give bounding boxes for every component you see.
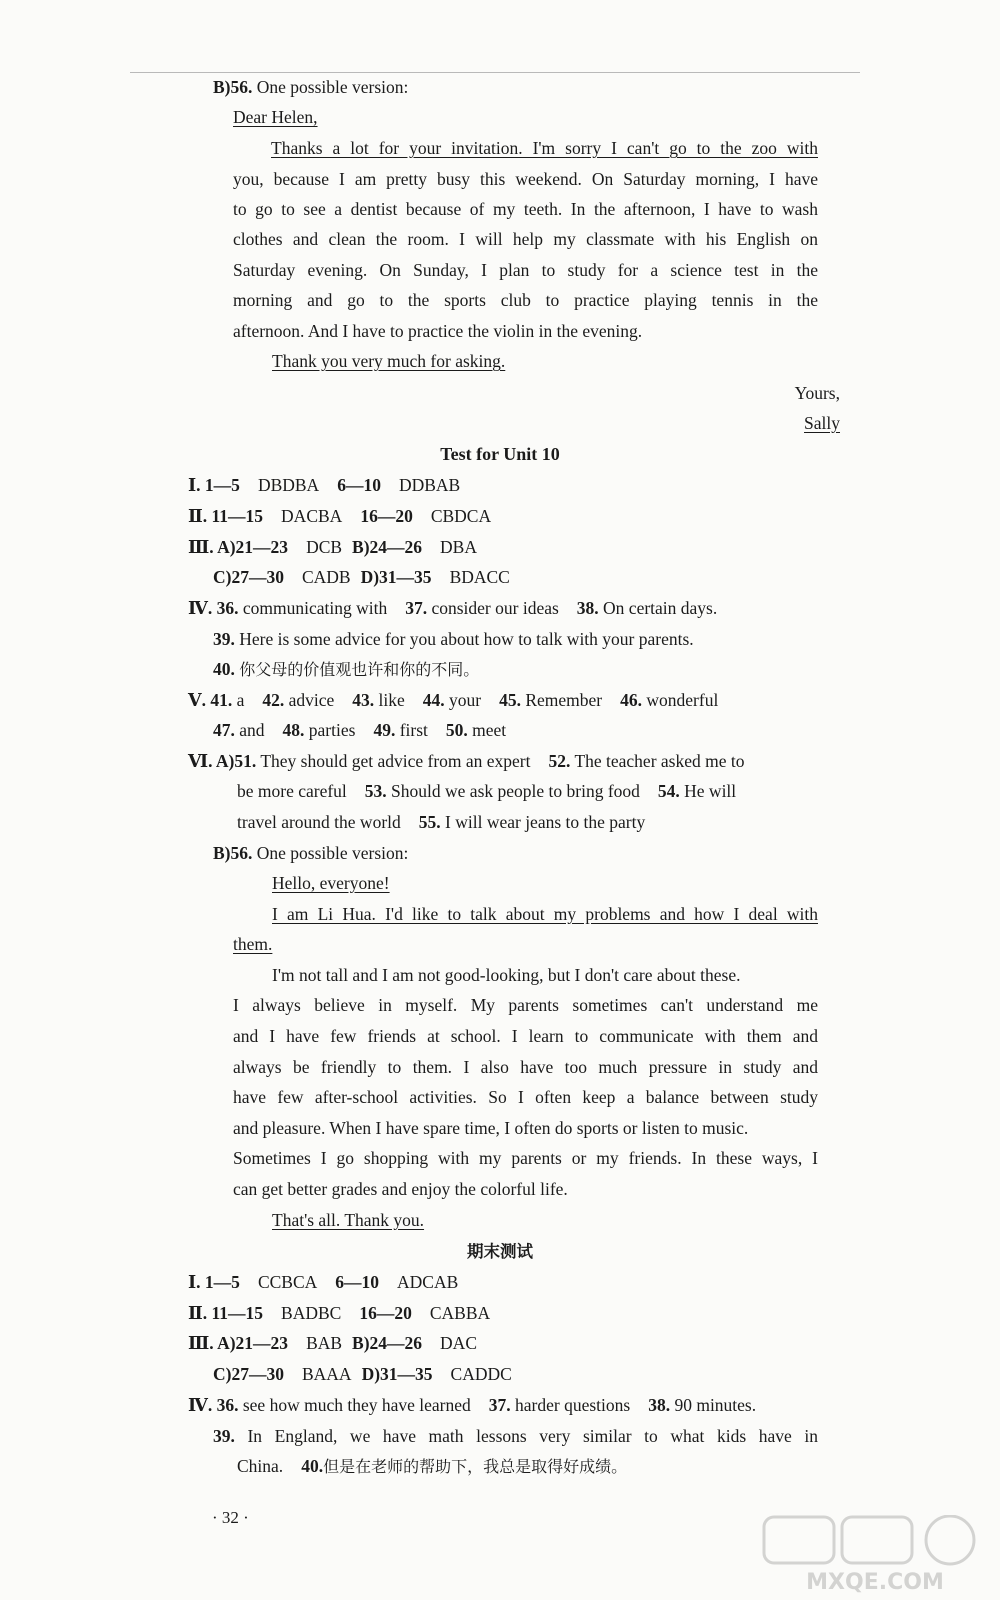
- letter-line: to go to see a dentist because of my teeth. In the afternoon, I have to wash: [233, 199, 818, 219]
- final-row-III-cd: C)27—30 BAAA D)31—35 CADDC: [213, 1364, 512, 1384]
- letter-signature: Sally: [804, 413, 840, 433]
- answer-row-VI-b: be more careful 53. Should we ask people to bring food 54. He will: [237, 781, 737, 801]
- letter-line: Thank you very much for asking.: [272, 351, 506, 371]
- letter-line: you, because I am pretty busy this weekend. On Saturday morning, I have: [233, 169, 818, 189]
- letter-greeting: Dear Helen,: [233, 107, 318, 127]
- final-row-IV: Ⅳ. 36. see how much they have learned 37. harder questions 38. 90 minutes.: [188, 1395, 757, 1415]
- final-row-IV-39: 39. In England, we have math lessons very similar to what kids have in: [213, 1426, 818, 1446]
- speech-line: Sometimes I go shopping with my parents or my friends. In these ways, I: [233, 1148, 818, 1168]
- section-title-final: 期末测试: [467, 1242, 533, 1261]
- speech-line: That's all. Thank you.: [272, 1210, 425, 1230]
- letter-closing: Yours,: [794, 383, 840, 403]
- letter-line: afternoon. And I have to practice the violin in the evening.: [233, 321, 643, 341]
- speech-line: can get better grades and enjoy the colorful life.: [233, 1179, 568, 1199]
- speech-line: and I have few friends at school. I learn to communicate with them and: [233, 1026, 818, 1046]
- letter-line: Thanks a lot for your invitation. I'm sorry I can't go to the zoo with: [271, 138, 818, 158]
- letter-line: Saturday evening. On Sunday, I plan to study for a science test in the: [233, 260, 818, 280]
- speech-line: I'm not tall and I am not good-looking, but I don't care about these.: [272, 965, 741, 985]
- page-number: · 32 ·: [212, 1508, 249, 1527]
- letter-line: clothes and clean the room. I will help my classmate with his English on: [233, 229, 818, 249]
- speech-line: them.: [233, 934, 273, 954]
- speech-line: and pleasure. When I have spare time, I often do sports or listen to music.: [233, 1118, 749, 1138]
- answer-row-IV-39: 39. Here is some advice for you about how to talk with your parents.: [213, 629, 694, 649]
- u9-b56-line: [213, 76, 408, 98]
- final-row-IV-40: China. 40.但是在老师的帮助下，我总是取得好成绩。: [237, 1456, 628, 1476]
- speech-line: I always believe in myself. My parents sometimes can't understand me: [233, 995, 818, 1015]
- answer-row-V-b: 47. and 48. parties 49. first 50. meet: [213, 720, 507, 740]
- answer-row-I: Ⅰ. 1—5 DBDBA 6—10 DDBAB: [188, 475, 461, 495]
- instruction-text: One possible version:: [252, 77, 409, 97]
- speech-line: always be friendly to them. I also have too much pressure in study and: [233, 1057, 818, 1077]
- section-title-unit10: Test for Unit 10: [440, 444, 560, 464]
- answer-row-III-cd: C)27—30 CADB D)31—35 BDACC: [213, 567, 510, 587]
- speech-line: Hello, everyone!: [272, 873, 390, 893]
- answer-row-VI-c: travel around the world 55. I will wear jeans to the party: [237, 812, 646, 832]
- answer-row-IV: Ⅳ. 36. communicating with 37. consider our ideas 38. On certain days.: [188, 598, 718, 618]
- speech-line: have few after-school activities. So I often keep a balance between study: [233, 1087, 818, 1107]
- answer-row-II: Ⅱ. 11—15 DACBA 16—20 CBDCA: [188, 506, 492, 526]
- answer-row-IV-40: 40. 你父母的价值观也许和你的不同。: [213, 659, 480, 679]
- final-row-III: Ⅲ. A)21—23 BAB B)24—26 DAC: [188, 1333, 477, 1353]
- watermark-logo-icon: [760, 1515, 990, 1595]
- answer-row-III: Ⅲ. A)21—23 DCB B)24—26 DBA: [188, 537, 477, 557]
- answer-row-V: Ⅴ. 41. a 42. advice 43. like 44. your 45. Remember 46. wonderful: [188, 690, 719, 710]
- unit10-b56-line: B)56. One possible version:: [213, 843, 409, 863]
- question-number: B)56.: [213, 77, 253, 97]
- watermark-text: MXQE.COM: [806, 1570, 944, 1595]
- letter-line: morning and go to the sports club to practice playing tennis in the: [233, 290, 818, 310]
- header-rule: [130, 72, 860, 73]
- final-row-I: Ⅰ. 1—5 CCBCA 6—10 ADCAB: [188, 1272, 459, 1292]
- answer-row-VI: Ⅵ. A)51. They should get advice from an expert 52. The teacher asked me to: [188, 751, 745, 771]
- final-row-II: Ⅱ. 11—15 BADBC 16—20 CABBA: [188, 1303, 491, 1323]
- speech-line: I am Li Hua. I'd like to talk about my problems and how I deal with: [272, 904, 818, 924]
